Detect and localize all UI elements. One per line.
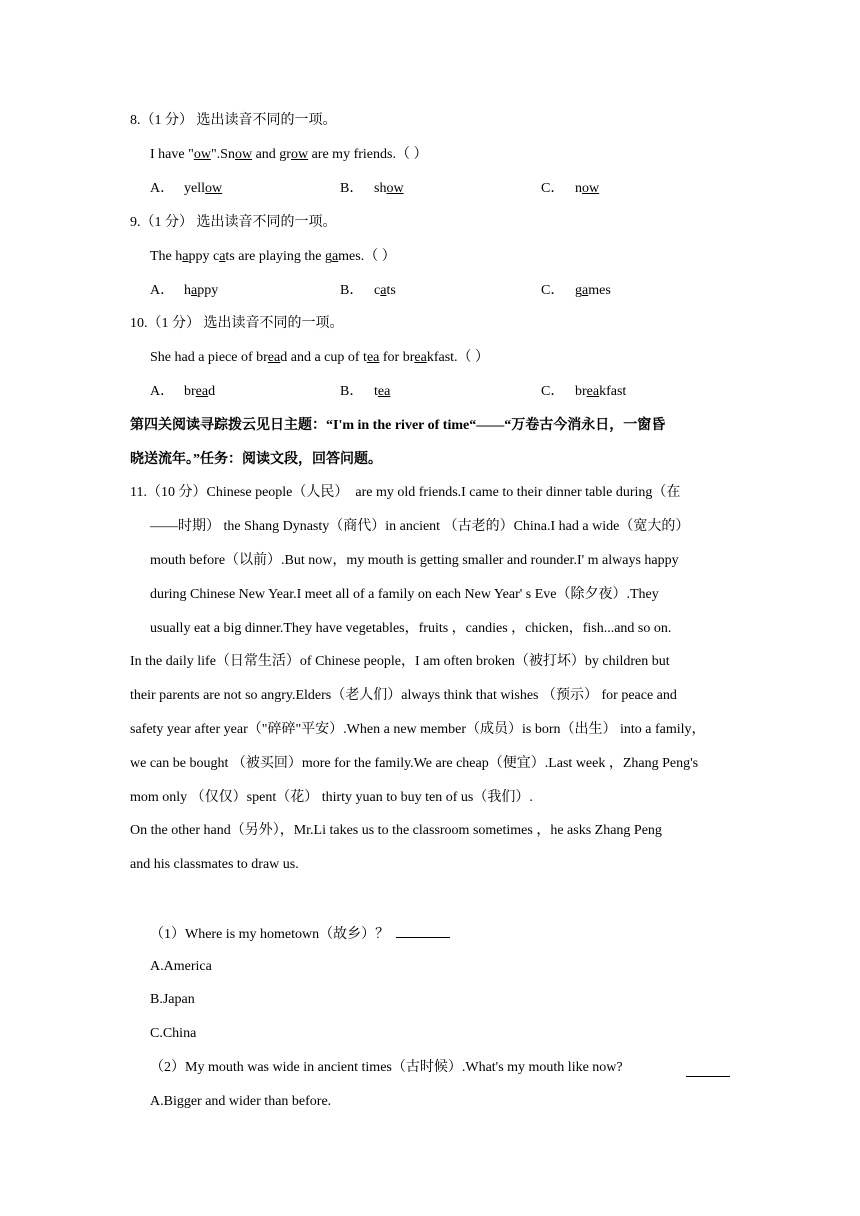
q8-option-b[interactable] bbox=[340, 179, 404, 199]
option-label: A． bbox=[150, 384, 175, 399]
section4-heading-line2: 晓送流年。”任务：阅读文段，回答问题。 bbox=[130, 452, 382, 467]
q10-option-c[interactable] bbox=[541, 382, 626, 402]
q11-p1-line: ——时期） the Shang Dynasty（商代）in ancient （古老的）China.I had a wide（宽大的） bbox=[150, 519, 690, 534]
q11-p3-line: On the other hand（另外），Mr.Li takes us to the classroom sometimes ，he asks Zhang Peng bbox=[130, 823, 662, 838]
text-run: kfast bbox=[599, 384, 627, 399]
q11-sub1-option-b[interactable]: B.Japan bbox=[150, 992, 195, 1007]
text-run: for br bbox=[379, 350, 415, 365]
text-run: c bbox=[374, 283, 381, 298]
text-run: and gr bbox=[252, 147, 291, 162]
q8-stem: 8.（1 分） 选出读音不同的一项。 bbox=[130, 113, 337, 128]
option-label: A． bbox=[150, 283, 175, 298]
q11-p1-line: during Chinese New Year.I meet all of a family on each New Year' s Eve（除夕夜）.They bbox=[150, 587, 659, 602]
text-run: br bbox=[184, 384, 196, 399]
underlined-letters: ea bbox=[377, 384, 391, 399]
section4-heading-line1: 第四关阅读寻踪拨云见日主题：“I'm in the river of time“——“万卷古今消永日，一窗昏 bbox=[130, 418, 666, 433]
text-run: I have " bbox=[150, 147, 194, 162]
underlined-letters: ea bbox=[366, 350, 380, 365]
text-run: br bbox=[575, 384, 587, 399]
text-run: d bbox=[208, 384, 216, 399]
q11-sub1-question bbox=[150, 923, 450, 945]
q11-sub2-option-a[interactable]: A.Bigger and wider than before. bbox=[150, 1094, 332, 1109]
q11-p2-line: we can be bought （被买回）more for the family.We are cheap（便宜）.Last week ，Zhang Peng's bbox=[130, 756, 699, 771]
q11-p2-line: safety year after year（"碎碎"平安）.When a new member（成员）is born（出生） into a family， bbox=[130, 722, 706, 737]
underlined-letters: ea bbox=[195, 384, 209, 399]
underlined-letters: ow bbox=[582, 181, 600, 196]
answer-blank[interactable] bbox=[686, 1062, 730, 1077]
text-run: ts are playing the g bbox=[225, 249, 332, 264]
underlined-letters: ow bbox=[193, 147, 211, 162]
q11-sub2-question: （2）My mouth was wide in ancient times（古时候）.What's my mouth like now? bbox=[150, 1060, 623, 1075]
answer-blank[interactable] bbox=[396, 923, 450, 938]
question-text: （1）Where is my hometown（故乡）？ bbox=[150, 927, 390, 942]
underlined-letters: a bbox=[182, 249, 189, 264]
q10-stem: 10.（1 分） 选出读音不同的一项。 bbox=[130, 316, 344, 331]
q10-option-a[interactable] bbox=[150, 382, 215, 402]
q9-option-b[interactable] bbox=[340, 281, 396, 301]
underlined-letters: ow bbox=[386, 181, 404, 196]
q11-p2-line: mom only （仅仅）spent（花） thirty yuan to buy ten of us（我们）. bbox=[130, 790, 533, 805]
underlined-letters: a bbox=[582, 283, 589, 298]
text-run: She had a piece of br bbox=[150, 350, 268, 365]
underlined-letters: ow bbox=[234, 147, 253, 162]
text-run: mes.（ ） bbox=[338, 249, 396, 264]
q9-sentence bbox=[150, 247, 396, 267]
underlined-letters: a bbox=[331, 249, 339, 264]
option-label: B． bbox=[340, 384, 364, 399]
q10-option-b[interactable] bbox=[340, 382, 390, 402]
q9-option-c[interactable] bbox=[541, 281, 611, 301]
text-run: mes bbox=[588, 283, 611, 298]
text-run: n bbox=[575, 181, 582, 196]
underlined-letters: ea bbox=[586, 384, 600, 399]
option-label: A． bbox=[150, 181, 175, 196]
q11-p1-line: usually eat a big dinner.They have vegetables，fruits ，candies ，chicken，fish...and so on. bbox=[150, 621, 672, 636]
underlined-letters: ow bbox=[205, 181, 223, 196]
option-label: B． bbox=[340, 181, 364, 196]
q11-sub1-option-c[interactable]: C.China bbox=[150, 1026, 197, 1041]
text-run: yell bbox=[184, 181, 205, 196]
text-run: ppy bbox=[197, 283, 219, 298]
text-run: h bbox=[184, 283, 191, 298]
text-run: are my friends.（ ） bbox=[308, 147, 428, 162]
q11-p3-line: and his classmates to draw us. bbox=[130, 857, 299, 872]
option-label: C． bbox=[541, 283, 565, 298]
underlined-letters: ea bbox=[267, 350, 281, 365]
text-run: sh bbox=[374, 181, 387, 196]
underlined-letters: a bbox=[380, 283, 387, 298]
q10-sentence bbox=[150, 348, 489, 368]
q9-stem: 9.（1 分） 选出读音不同的一项。 bbox=[130, 215, 337, 230]
underlined-letters: a bbox=[191, 283, 198, 298]
q11-p1-line bbox=[130, 483, 730, 503]
q11-p2-line: In the daily life（日常生活）of Chinese people，I am often broken（被打坏）by children but bbox=[130, 654, 670, 669]
q11-p1-line: mouth before（以前）.But now，my mouth is getting smaller and rounder.I' m always happy bbox=[150, 553, 679, 568]
text-run: d and a cup of t bbox=[280, 350, 367, 365]
q8-option-a[interactable] bbox=[150, 179, 222, 199]
underlined-letters: ea bbox=[414, 350, 427, 365]
q9-option-a[interactable] bbox=[150, 281, 218, 301]
underlined-letters: a bbox=[219, 249, 226, 264]
text-run: 11.（10 分）Chinese people（人民） are my old friends.I came to their dinner table during（在 bbox=[130, 485, 681, 500]
text-run: The h bbox=[150, 249, 183, 264]
text-run: kfast.（ ） bbox=[426, 350, 490, 365]
q8-sentence bbox=[150, 145, 427, 165]
underlined-letters: ow bbox=[290, 147, 309, 162]
q11-p2-line: their parents are not so angry.Elders（老人们）always think that wishes （预示） for peace and bbox=[130, 688, 677, 703]
option-label: C． bbox=[541, 181, 565, 196]
q8-option-c[interactable] bbox=[541, 179, 599, 199]
text-run: ".Sn bbox=[210, 147, 235, 162]
q11-sub1-option-a[interactable]: A.America bbox=[150, 959, 212, 974]
option-label: B． bbox=[340, 283, 364, 298]
option-label: C． bbox=[541, 384, 565, 399]
text-run: g bbox=[575, 283, 582, 298]
text-run: t bbox=[374, 384, 378, 399]
text-run: ppy c bbox=[188, 249, 220, 264]
text-run: ts bbox=[386, 283, 396, 298]
